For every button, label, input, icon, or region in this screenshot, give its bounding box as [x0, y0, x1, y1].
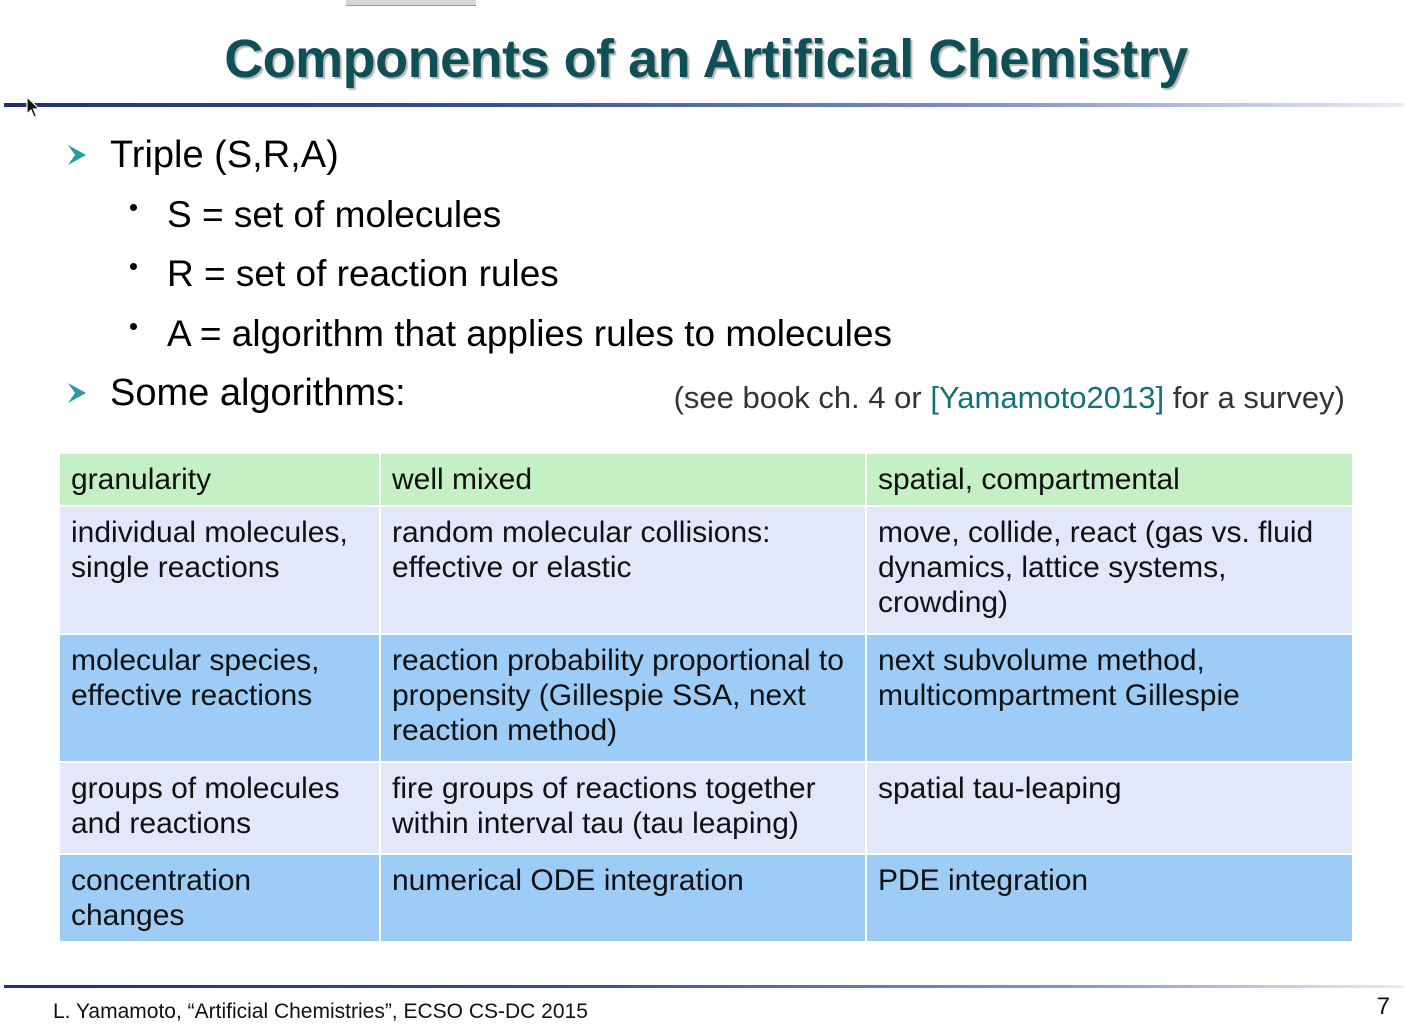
table-cell: molecular species, effective reactions	[59, 634, 380, 762]
sub-bullet-text: S = set of molecules	[167, 194, 502, 235]
table-cell: move, collide, react (gas vs. fluid dynamics, lattice systems, crowding)	[866, 506, 1353, 634]
table-row	[59, 634, 1353, 762]
sub-bullet-text: R = set of reaction rules	[167, 253, 559, 294]
survey-note	[674, 378, 1345, 418]
algorithms-table	[58, 452, 1354, 943]
sub-bullet-text: A = algorithm that applies rules to molecules	[167, 313, 892, 354]
note-prefix: (see book ch. 4 or	[673, 380, 931, 415]
table-cell: PDE integration	[866, 854, 1353, 942]
table-cell: spatial tau-leaping	[866, 762, 1353, 854]
header-cell-spatial: spatial, compartmental	[866, 453, 1353, 506]
arrow-bullet-icon	[66, 143, 88, 167]
sub-bullet-r	[130, 252, 559, 296]
table-row	[59, 762, 1353, 854]
mouse-cursor-icon	[26, 96, 40, 120]
page-number: 7	[1376, 993, 1390, 1020]
sub-bullet-s	[130, 193, 501, 237]
footer-citation: L. Yamamoto, “Artificial Chemistries”, ECSO CS-DC 2015	[53, 1000, 588, 1023]
header-cell-well-mixed: well mixed	[380, 453, 866, 506]
table-header-row	[59, 453, 1353, 506]
table-row	[59, 506, 1353, 634]
table-cell: concentration changes	[59, 854, 380, 942]
bullet-triple	[66, 133, 339, 177]
reference-link[interactable]: [Yamamoto2013]	[930, 380, 1165, 415]
table-cell: random molecular collisions: effective or elastic	[380, 506, 866, 634]
table-cell: individual molecules, single reactions	[59, 506, 380, 634]
table-cell: groups of molecules and reactions	[59, 762, 380, 854]
table-cell: reaction probability proportional to propensity (Gillespie SSA, next reaction method)	[380, 634, 866, 762]
bullet-algorithms	[66, 371, 406, 415]
bullet-text: Triple (S,R,A)	[110, 134, 339, 176]
bullet-text: Some algorithms:	[110, 372, 406, 414]
title-divider	[4, 103, 1404, 107]
table-row	[59, 854, 1353, 942]
header-cell-granularity: granularity	[59, 453, 380, 506]
arrow-bullet-icon	[66, 381, 88, 405]
note-suffix: for a survey)	[1164, 380, 1345, 415]
window-tab-edge	[346, 0, 476, 6]
footer-divider	[4, 985, 1404, 988]
dot-bullet-icon	[130, 204, 137, 211]
table-cell: numerical ODE integration	[380, 854, 866, 942]
dot-bullet-icon	[130, 263, 137, 270]
dot-bullet-icon	[130, 323, 137, 330]
table-cell: fire groups of reactions together within interval tau (tau leaping)	[380, 762, 866, 854]
sub-bullet-a	[130, 312, 892, 356]
slide-title: Components of an Artificial Chemistry	[224, 29, 1188, 89]
table-cell: next subvolume method, multicompartment Gillespie	[866, 634, 1353, 762]
